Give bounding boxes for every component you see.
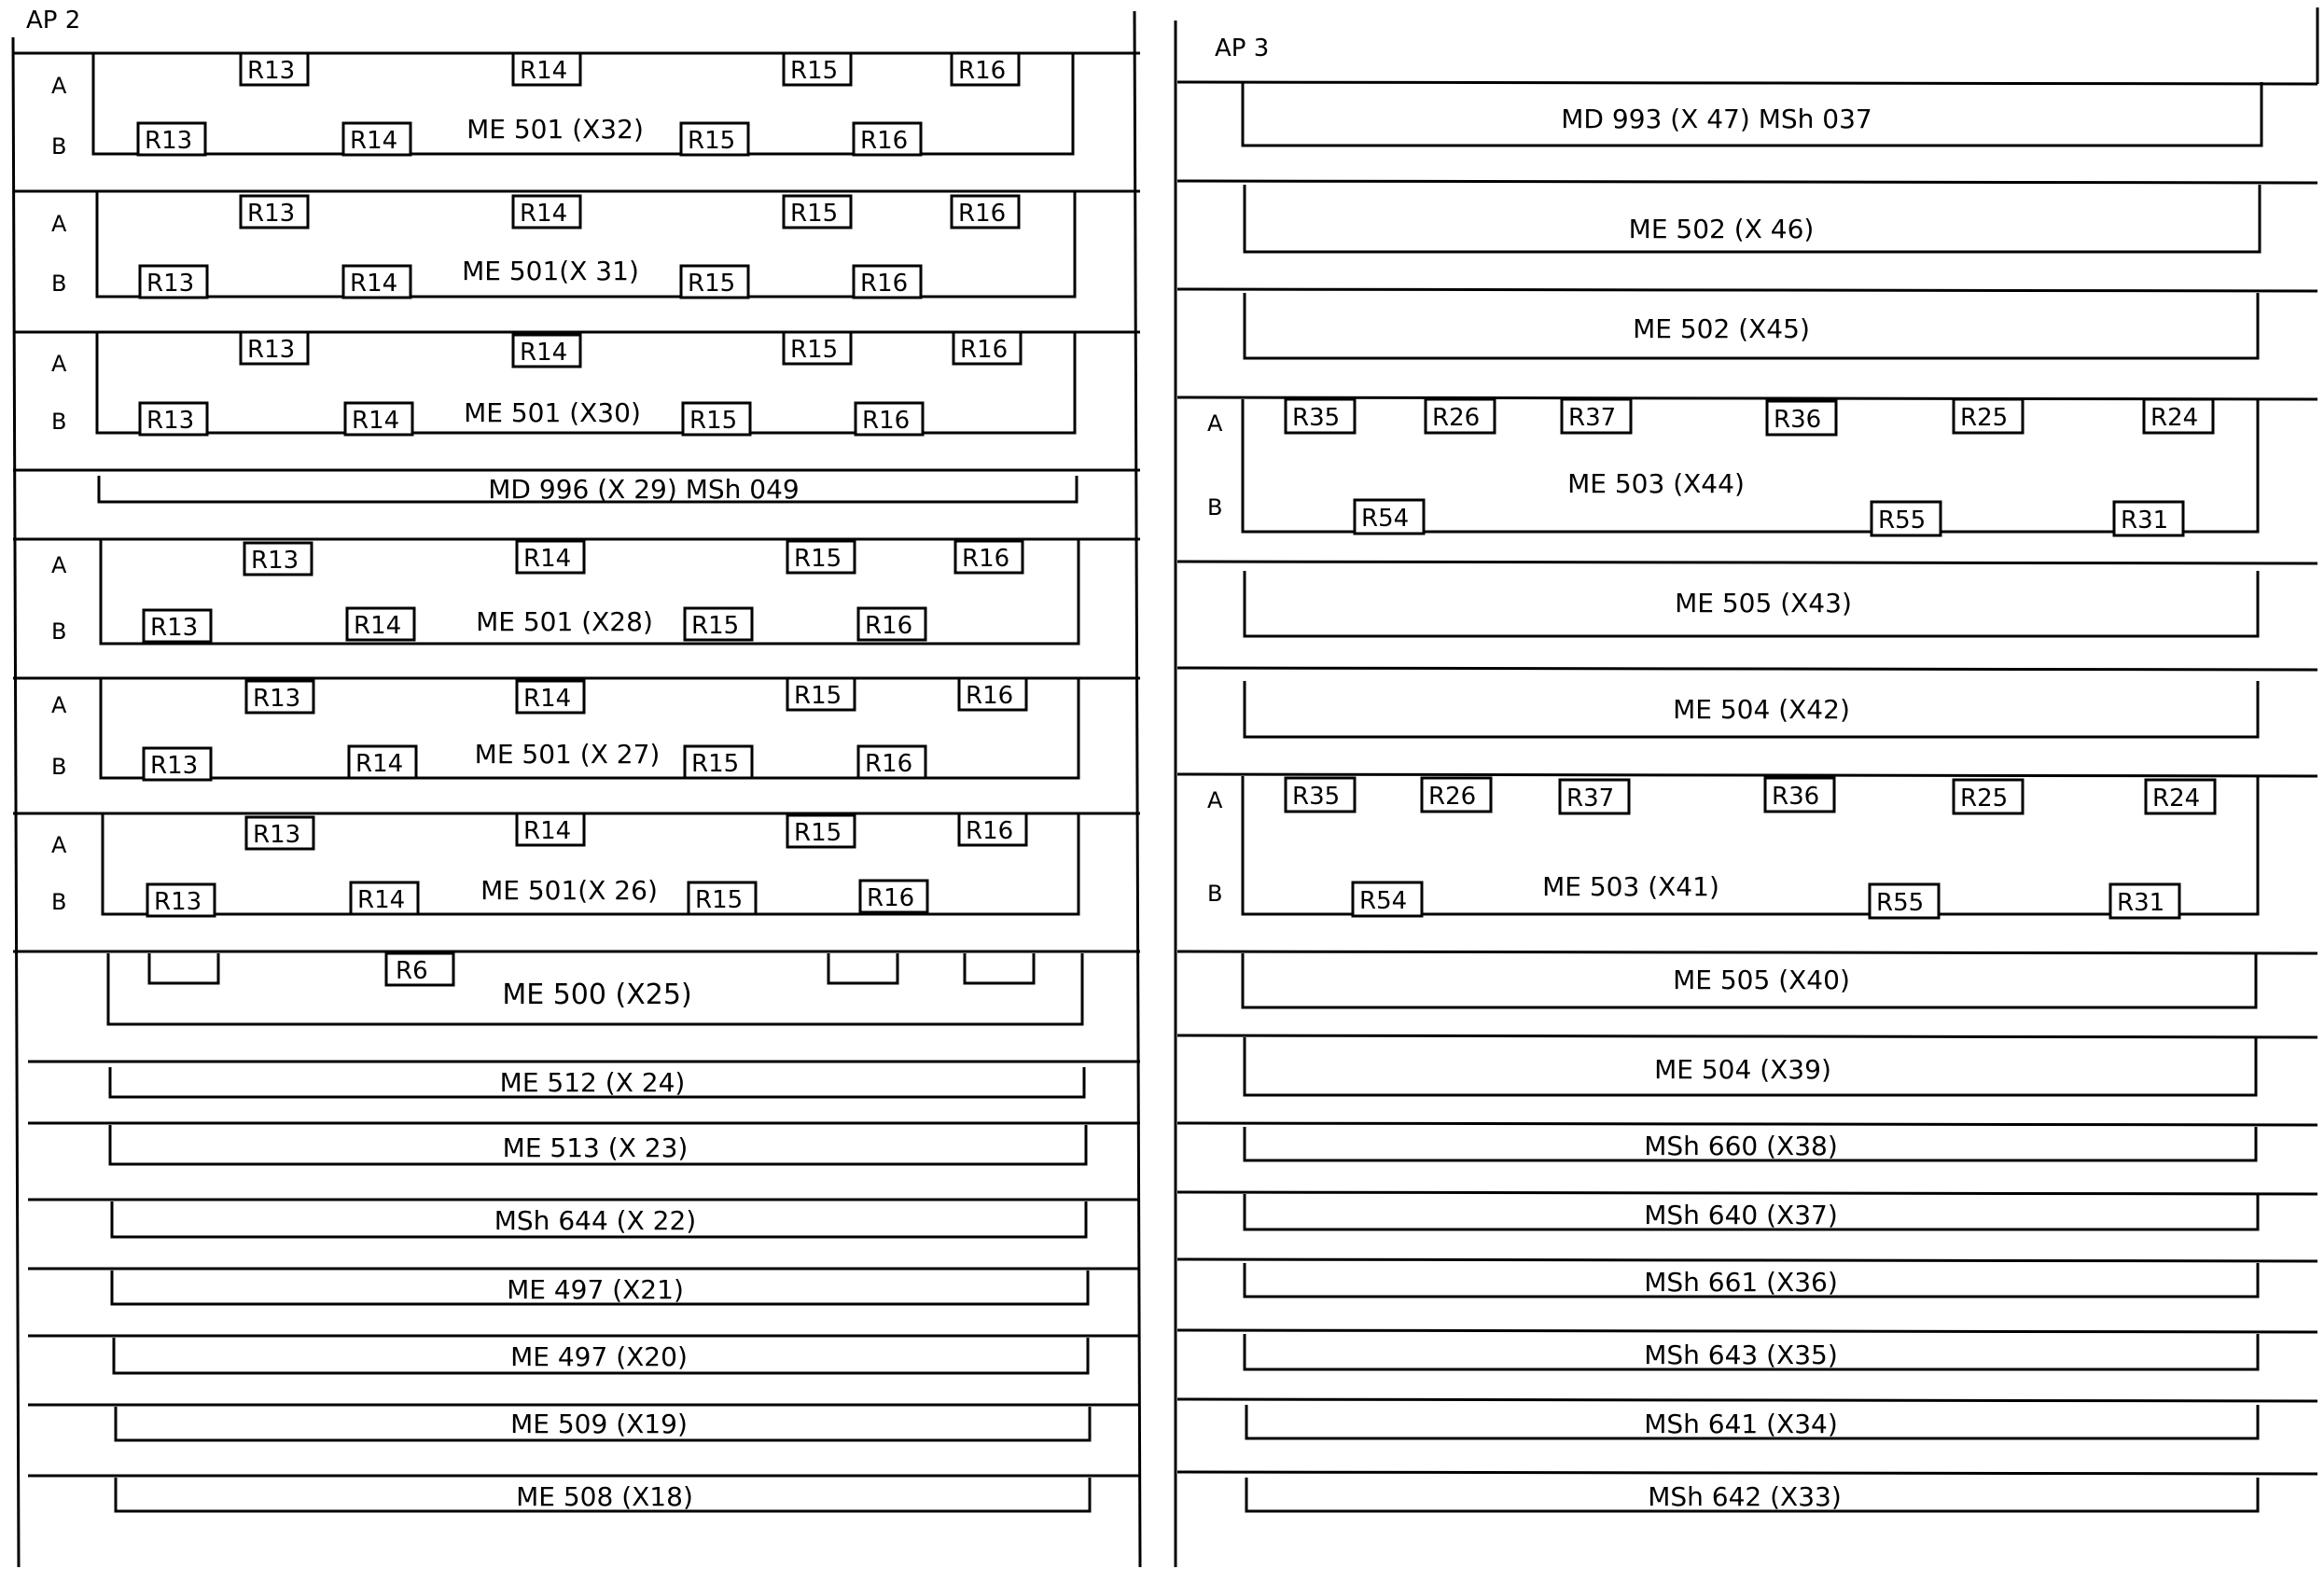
connector-tag-label: R13 [247, 200, 296, 228]
connector-tag-label: R16 [860, 127, 909, 155]
connector-tag-label: R13 [154, 888, 202, 916]
card-label: ME 503 (X41) [1542, 871, 1719, 902]
connector-tag-label: R13 [253, 685, 301, 713]
row-letter: B [51, 133, 67, 160]
connector-tag-label: R6 [396, 957, 428, 985]
connector-tag [140, 403, 207, 435]
connector-tag [2114, 502, 2183, 535]
card-label: MSh 661 (X36) [1644, 1267, 1838, 1298]
connector-tag-label: R15 [688, 127, 736, 155]
connector-tag [685, 746, 752, 778]
connector-tag [784, 196, 851, 228]
connector-tag [1870, 884, 1939, 918]
panel-ap2 [13, 7, 1140, 1567]
card-slot [110, 1125, 1086, 1164]
card-slot [51, 332, 1075, 435]
connector-tag [347, 608, 414, 640]
connector-tag-label: R14 [352, 407, 400, 435]
card-slot [1246, 1405, 2258, 1439]
connector-tag-label: R15 [790, 200, 839, 228]
connector-tag [144, 748, 211, 780]
connector-tag [787, 815, 855, 847]
connector-tag-label: R55 [1878, 507, 1927, 535]
connector-tag-label: R54 [1359, 887, 1408, 915]
connector-tag-label: R16 [966, 682, 1014, 710]
connector-tag [517, 681, 584, 713]
connector-tag [343, 266, 411, 298]
connector-tag [685, 608, 752, 640]
card-label: ME 505 (X40) [1673, 965, 1850, 995]
connector-tag-label: R24 [2152, 784, 2201, 812]
card-slot [99, 474, 1077, 505]
card-label: ME 501(X 31) [462, 256, 639, 286]
panel-border [13, 37, 19, 1567]
row-letter: B [1207, 881, 1223, 907]
connector-tag [517, 541, 584, 573]
connector-tag [1954, 780, 2023, 813]
row-letter: A [51, 832, 67, 858]
connector-tag-label: R15 [691, 612, 740, 640]
connector-tag-label: R15 [688, 270, 736, 298]
slot-divider [1177, 1035, 2317, 1037]
connector-tag-label: R15 [790, 57, 839, 85]
connector-tag-label: R16 [860, 270, 909, 298]
connector-tag-label: R35 [1292, 404, 1341, 432]
row-letter: A [1207, 410, 1223, 437]
connector-tag-label: R16 [867, 884, 915, 912]
slot-divider [1177, 951, 2317, 953]
slot-divider [1177, 82, 2317, 84]
card-slot [112, 1201, 1086, 1237]
connector-tag-label: R36 [1772, 783, 1820, 811]
connector-tag [1353, 882, 1422, 916]
connector-tag-label: R16 [966, 817, 1014, 845]
connector-tag-label: R16 [958, 200, 1007, 228]
connector-tag [147, 884, 215, 916]
connector-tag-label: R14 [354, 612, 402, 640]
row-letter: B [51, 409, 67, 435]
connector-tag [2144, 399, 2213, 433]
connector-tag-label: R31 [2117, 889, 2165, 917]
connector-tag-label: R15 [691, 750, 740, 778]
connector-tag [1286, 399, 1355, 433]
connector-tag-label: R54 [1361, 505, 1410, 533]
card-label: ME 504 (X39) [1654, 1054, 1831, 1085]
connector-tag [858, 608, 925, 640]
connector-tag-label: R26 [1432, 404, 1481, 432]
connector-tag-label: R25 [1960, 404, 2009, 432]
connector-tag [854, 123, 921, 155]
connector-tag-label: R31 [2121, 507, 2169, 535]
connector-tag-label: R13 [146, 270, 195, 298]
connector-tag-label: R14 [350, 270, 398, 298]
connector-tag [241, 332, 308, 364]
card-label: MSh 643 (X35) [1644, 1340, 1838, 1370]
card-slot [1245, 1127, 2256, 1161]
connector-tag-label: R13 [247, 57, 296, 85]
connector-tag-label: R14 [523, 817, 572, 845]
connector-tag-label: R16 [962, 545, 1010, 573]
connector-tag-label: R14 [520, 57, 568, 85]
card-label: MSh 642 (X33) [1648, 1481, 1842, 1512]
card-slot [114, 1338, 1088, 1373]
connector-tag [349, 746, 416, 778]
connector-tag-label: R15 [794, 682, 842, 710]
connector-tag-label: R16 [960, 336, 1009, 364]
card-label: ME 504 (X42) [1673, 694, 1850, 725]
connector-tag-label: R26 [1428, 783, 1477, 811]
connector-tag-label: R13 [150, 752, 199, 780]
connector-tag [784, 332, 851, 364]
connector-tag [1560, 780, 1629, 813]
connector-tag-label: R14 [350, 127, 398, 155]
slot-divider [1177, 289, 2317, 291]
connector-tag-label: R15 [794, 545, 842, 573]
connector-tag-label: R14 [357, 886, 406, 914]
card-slot [1245, 681, 2258, 737]
connector-tag-label: R37 [1566, 784, 1615, 812]
connector-tag [513, 335, 580, 367]
connector-tag [246, 681, 313, 713]
connector-tag-label: R13 [253, 821, 301, 849]
connector-tag [683, 403, 750, 435]
card-slot [51, 813, 1079, 916]
panel-title: AP 2 [26, 7, 81, 35]
row-letter: B [51, 889, 67, 915]
connector-tag [959, 678, 1026, 710]
card-slot [108, 953, 1082, 1024]
connector-tag [681, 123, 748, 155]
card-slot [1245, 571, 2258, 636]
card-label: ME 508 (X18) [516, 1481, 693, 1512]
connector-tag [856, 403, 923, 435]
connector-tag-label: R24 [2150, 404, 2199, 432]
connector-tag [144, 610, 211, 642]
connector-tag [345, 403, 412, 435]
connector-tag [854, 266, 921, 298]
slot-divider [1177, 1399, 2317, 1401]
empty-connector [149, 953, 218, 983]
panel-ap3 [1176, 7, 2317, 1567]
card-label: MSh 644 (X 22) [494, 1205, 697, 1236]
slot-divider [1177, 774, 2317, 776]
card-slot [110, 1067, 1084, 1098]
connector-tag [138, 123, 205, 155]
card-slot [1245, 1334, 2258, 1370]
card-slot [51, 191, 1075, 298]
slot-divider [1177, 1259, 2317, 1261]
connector-tag [1872, 502, 1941, 535]
slot-divider [1177, 181, 2317, 183]
card-label: ME 501 (X 27) [474, 739, 661, 770]
card-label: MSh 641 (X34) [1644, 1409, 1838, 1439]
connector-tag [858, 746, 925, 778]
card-label: ME 497 (X20) [510, 1341, 688, 1372]
card-label: ME 513 (X 23) [502, 1132, 689, 1163]
card-label: ME 502 (X 46) [1628, 214, 1815, 244]
card-label: ME 502 (X45) [1633, 313, 1810, 344]
row-letter: B [51, 271, 67, 297]
connector-tag-label: R13 [146, 407, 195, 435]
connector-tag [2110, 884, 2179, 918]
connector-tag [386, 953, 453, 985]
card-slot [51, 53, 1073, 160]
card-slot [1245, 185, 2260, 252]
connector-tag-label: R16 [958, 57, 1007, 85]
row-letter: A [51, 211, 67, 237]
connector-tag-label: R36 [1774, 406, 1822, 434]
card-label: ME 505 (X43) [1675, 588, 1852, 618]
card-slot [51, 678, 1079, 780]
slot-divider [1177, 1330, 2317, 1332]
connector-tag-label: R13 [251, 547, 299, 575]
slot-divider [1177, 668, 2317, 670]
card-slot [1243, 82, 2261, 146]
row-letter: B [51, 754, 67, 780]
connector-tag [246, 817, 313, 849]
card-slot [1245, 293, 2258, 358]
connector-tag [1954, 399, 2023, 433]
card-label: ME 509 (X19) [510, 1409, 688, 1439]
connector-tag [1426, 399, 1495, 433]
row-letter: A [1207, 787, 1223, 813]
slot-divider [1177, 1472, 2317, 1474]
connector-tag-label: R14 [523, 685, 572, 713]
connector-tag [689, 882, 756, 914]
panel-title: AP 3 [1215, 35, 1270, 62]
row-letter: A [51, 73, 67, 99]
connector-tag [517, 813, 584, 845]
card-label: ME 512 (X 24) [499, 1067, 686, 1098]
connector-tag [681, 266, 748, 298]
row-letter: A [51, 692, 67, 718]
card-slot [1246, 1478, 2258, 1512]
connector-tag-label: R14 [520, 200, 568, 228]
connector-tag [959, 813, 1026, 845]
connector-tag [351, 882, 418, 914]
connector-tag [244, 543, 312, 575]
card-slot [116, 1478, 1090, 1512]
connector-tag-label: R16 [865, 612, 913, 640]
card-label: MD 993 (X 47) MSh 037 [1561, 104, 1872, 134]
connector-tag [953, 332, 1021, 364]
card-label: ME 500 (X25) [502, 979, 692, 1011]
connector-tag-label: R14 [355, 750, 404, 778]
row-letter: A [51, 351, 67, 377]
card-slot [1245, 1194, 2258, 1230]
card-slot [1207, 776, 2258, 918]
connector-tag [860, 881, 927, 912]
card-label: ME 501(X 26) [480, 875, 658, 906]
card-label: ME 501 (X32) [466, 114, 644, 145]
connector-tag-label: R16 [865, 750, 913, 778]
card-slot [112, 1270, 1088, 1305]
card-label: MD 996 (X 29) MSh 049 [488, 474, 800, 505]
panel-border [1134, 11, 1140, 1567]
connector-tag-label: R16 [862, 407, 911, 435]
empty-connector [965, 953, 1034, 983]
slot-divider [1177, 1123, 2317, 1125]
connector-tag [140, 266, 207, 298]
card-slot [1245, 1037, 2256, 1095]
connector-tag [241, 196, 308, 228]
slot-divider [1177, 1192, 2317, 1194]
row-letter: A [51, 552, 67, 578]
connector-tag-label: R13 [247, 336, 296, 364]
connector-tag-label: R15 [790, 336, 839, 364]
connector-tag-label: R55 [1876, 889, 1925, 917]
connector-tag [787, 541, 855, 573]
connector-tag [513, 196, 580, 228]
connector-tag [1286, 778, 1355, 812]
connector-tag [955, 541, 1023, 573]
slot-divider [1177, 562, 2317, 563]
connector-tag-label: R37 [1568, 404, 1617, 432]
connector-tag [513, 53, 580, 85]
card-label: ME 503 (X44) [1567, 468, 1745, 499]
card-label: ME 501 (X30) [464, 397, 641, 428]
card-slot [1243, 953, 2256, 1007]
connector-tag-label: R35 [1292, 783, 1341, 811]
connector-tag [787, 678, 855, 710]
connector-tag [1765, 778, 1834, 812]
card-label: MSh 640 (X37) [1644, 1200, 1838, 1230]
card-slot [1207, 399, 2258, 535]
connector-tag-label: R13 [150, 614, 199, 642]
card-slot [51, 539, 1079, 645]
connector-tag-label: R14 [523, 545, 572, 573]
row-letter: B [51, 618, 67, 645]
connector-tag [1422, 778, 1491, 812]
card-slot [1245, 1263, 2258, 1298]
row-letter: B [1207, 494, 1223, 521]
connector-tag [952, 196, 1019, 228]
connector-tag-label: R15 [689, 407, 738, 435]
connector-tag-label: R25 [1960, 784, 2009, 812]
connector-tag-label: R15 [794, 819, 842, 847]
connector-tag [1562, 399, 1631, 433]
card-label: ME 501 (X28) [476, 606, 653, 637]
connector-tag [952, 53, 1019, 85]
connector-tag [1355, 500, 1424, 534]
card-slot [116, 1407, 1090, 1440]
empty-connector [828, 953, 898, 983]
connector-tag [343, 123, 411, 155]
connector-tag-label: R14 [520, 339, 568, 367]
connector-tag-label: R15 [695, 886, 744, 914]
connector-tag-label: R13 [145, 127, 193, 155]
connector-tag [2146, 780, 2215, 813]
card-label: MSh 660 (X38) [1644, 1131, 1838, 1161]
connector-tag [784, 53, 851, 85]
card-label: ME 497 (X21) [507, 1274, 684, 1305]
connector-tag [1767, 401, 1836, 435]
connector-tag [241, 53, 308, 85]
